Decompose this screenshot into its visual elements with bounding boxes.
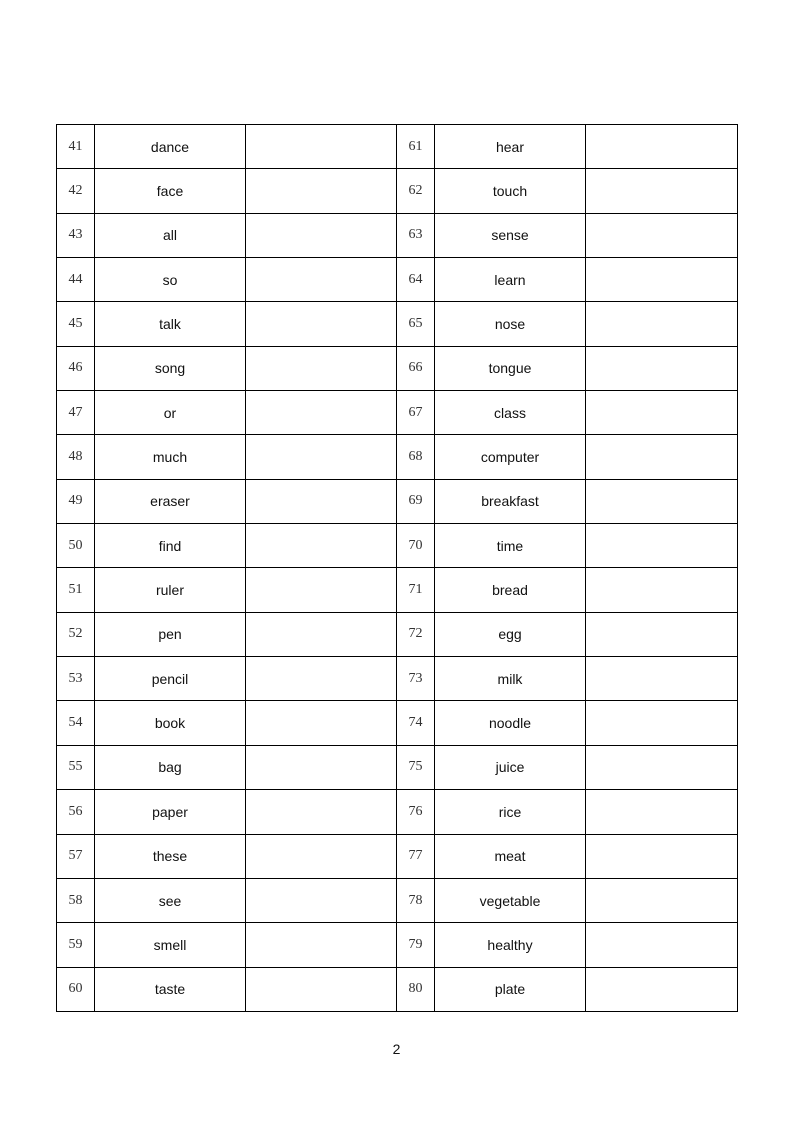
right-number-cell: 77 [397,834,435,878]
right-word-cell: milk [435,657,586,701]
left-answer-cell[interactable] [246,745,397,789]
left-word-cell: face [95,169,246,213]
vocabulary-table [56,124,738,1012]
left-number-cell: 60 [57,967,95,1011]
right-answer-cell[interactable] [586,169,738,213]
right-word-cell: touch [435,169,586,213]
right-answer-cell[interactable] [586,657,738,701]
left-answer-cell[interactable] [246,923,397,967]
left-word-cell: see [95,878,246,922]
right-word-cell: egg [435,612,586,656]
left-word-cell: bag [95,745,246,789]
left-word-cell: pen [95,612,246,656]
right-word-cell: vegetable [435,878,586,922]
right-word-cell: learn [435,258,586,302]
table-row [57,612,738,656]
left-answer-cell[interactable] [246,524,397,568]
left-word-cell: paper [95,790,246,834]
table-row [57,745,738,789]
right-word-cell: meat [435,834,586,878]
right-answer-cell[interactable] [586,967,738,1011]
left-answer-cell[interactable] [246,391,397,435]
right-number-cell: 74 [397,701,435,745]
page-number: 2 [392,1041,401,1057]
vocabulary-table-body [57,125,738,1012]
left-answer-cell[interactable] [246,258,397,302]
left-number-cell: 41 [57,125,95,169]
table-row [57,967,738,1011]
table-row [57,258,738,302]
left-word-cell: taste [95,967,246,1011]
right-word-cell: hear [435,125,586,169]
right-word-cell: bread [435,568,586,612]
table-row [57,701,738,745]
left-answer-cell[interactable] [246,612,397,656]
left-number-cell: 46 [57,346,95,390]
right-number-cell: 78 [397,878,435,922]
right-word-cell: class [435,391,586,435]
left-number-cell: 54 [57,701,95,745]
left-number-cell: 51 [57,568,95,612]
table-row [57,391,738,435]
left-word-cell: eraser [95,479,246,523]
right-number-cell: 76 [397,790,435,834]
right-answer-cell[interactable] [586,790,738,834]
right-answer-cell[interactable] [586,701,738,745]
table-row [57,346,738,390]
right-answer-cell[interactable] [586,258,738,302]
left-word-cell: or [95,391,246,435]
right-number-cell: 66 [397,346,435,390]
right-word-cell: breakfast [435,479,586,523]
table-row [57,657,738,701]
left-answer-cell[interactable] [246,701,397,745]
left-answer-cell[interactable] [246,213,397,257]
left-word-cell: find [95,524,246,568]
table-row [57,479,738,523]
left-number-cell: 47 [57,391,95,435]
right-number-cell: 80 [397,967,435,1011]
right-answer-cell[interactable] [586,834,738,878]
right-answer-cell[interactable] [586,346,738,390]
right-word-cell: juice [435,745,586,789]
right-number-cell: 79 [397,923,435,967]
left-answer-cell[interactable] [246,346,397,390]
right-number-cell: 64 [397,258,435,302]
left-answer-cell[interactable] [246,435,397,479]
left-number-cell: 55 [57,745,95,789]
left-number-cell: 57 [57,834,95,878]
right-number-cell: 73 [397,657,435,701]
table-row [57,878,738,922]
right-word-cell: tongue [435,346,586,390]
right-number-cell: 63 [397,213,435,257]
left-number-cell: 44 [57,258,95,302]
right-word-cell: healthy [435,923,586,967]
left-word-cell: talk [95,302,246,346]
left-answer-cell[interactable] [246,125,397,169]
table-row [57,169,738,213]
left-answer-cell[interactable] [246,878,397,922]
left-number-cell: 58 [57,878,95,922]
right-answer-cell[interactable] [586,923,738,967]
left-word-cell: dance [95,125,246,169]
left-number-cell: 56 [57,790,95,834]
right-number-cell: 71 [397,568,435,612]
right-answer-cell[interactable] [586,524,738,568]
table-row [57,435,738,479]
table-row [57,790,738,834]
right-answer-cell[interactable] [586,745,738,789]
right-number-cell: 69 [397,479,435,523]
left-answer-cell[interactable] [246,568,397,612]
left-number-cell: 53 [57,657,95,701]
right-number-cell: 61 [397,125,435,169]
table-row [57,568,738,612]
left-number-cell: 49 [57,479,95,523]
right-number-cell: 70 [397,524,435,568]
right-answer-cell[interactable] [586,479,738,523]
right-answer-cell[interactable] [586,878,738,922]
left-number-cell: 43 [57,213,95,257]
table-row [57,524,738,568]
left-answer-cell[interactable] [246,479,397,523]
left-word-cell: smell [95,923,246,967]
left-word-cell: book [95,701,246,745]
left-word-cell: ruler [95,568,246,612]
left-number-cell: 50 [57,524,95,568]
left-answer-cell[interactable] [246,169,397,213]
table-row [57,213,738,257]
right-word-cell: nose [435,302,586,346]
right-number-cell: 68 [397,435,435,479]
left-word-cell: much [95,435,246,479]
right-answer-cell[interactable] [586,125,738,169]
table-row [57,125,738,169]
right-number-cell: 65 [397,302,435,346]
right-word-cell: plate [435,967,586,1011]
left-answer-cell[interactable] [246,302,397,346]
left-word-cell: all [95,213,246,257]
table-row [57,302,738,346]
right-number-cell: 75 [397,745,435,789]
left-word-cell: so [95,258,246,302]
left-number-cell: 59 [57,923,95,967]
right-word-cell: sense [435,213,586,257]
right-answer-cell[interactable] [586,568,738,612]
left-word-cell: song [95,346,246,390]
left-answer-cell[interactable] [246,790,397,834]
right-word-cell: rice [435,790,586,834]
left-answer-cell[interactable] [246,834,397,878]
right-word-cell: noodle [435,701,586,745]
right-answer-cell[interactable] [586,612,738,656]
right-answer-cell[interactable] [586,302,738,346]
table-row [57,923,738,967]
right-word-cell: computer [435,435,586,479]
left-number-cell: 52 [57,612,95,656]
left-answer-cell[interactable] [246,967,397,1011]
right-answer-cell[interactable] [586,213,738,257]
table-row [57,834,738,878]
left-word-cell: pencil [95,657,246,701]
right-number-cell: 67 [397,391,435,435]
right-answer-cell[interactable] [586,391,738,435]
left-answer-cell[interactable] [246,657,397,701]
right-number-cell: 72 [397,612,435,656]
left-number-cell: 45 [57,302,95,346]
right-number-cell: 62 [397,169,435,213]
left-number-cell: 42 [57,169,95,213]
right-word-cell: time [435,524,586,568]
left-word-cell: these [95,834,246,878]
right-answer-cell[interactable] [586,435,738,479]
left-number-cell: 48 [57,435,95,479]
